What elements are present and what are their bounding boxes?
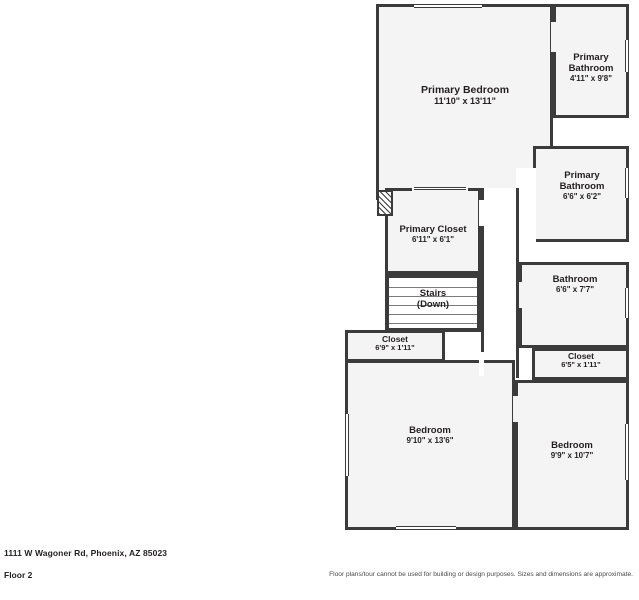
doorway-primary-bath-upper <box>551 22 556 52</box>
label-bedroom-1: Bedroom 9'10" x 13'6" <box>406 425 454 446</box>
floor-label: Floor 2 <box>4 570 33 580</box>
doorway-hall-a <box>479 200 484 226</box>
stair-tread <box>389 323 477 324</box>
window-primary-bathroom-middle-east <box>625 168 629 198</box>
stairs-block <box>387 276 479 330</box>
window-bedroom-1-west <box>345 414 349 476</box>
stair-tread <box>389 287 477 288</box>
hatched-chase <box>377 190 393 216</box>
window-primary-bathroom-upper-east <box>625 40 629 72</box>
room-closet-left <box>345 330 445 362</box>
hall-connector-upper <box>516 168 536 244</box>
disclaimer-text: Floor plans/tour cannot be used for building or design purposes. Sizes and dimensions are approximate. <box>329 571 633 578</box>
window-bedroom-1-south <box>396 526 456 530</box>
room-bedroom-1 <box>345 360 515 530</box>
doorway-hall-b <box>479 352 484 376</box>
label-closet-right: Closet 6'5" x 1'11" <box>561 351 601 370</box>
window-bathroom-east <box>625 288 629 318</box>
closet-opening-line <box>414 187 466 190</box>
label-primary-bathroom-middle: Primary Bathroom 6'6" x 6'2" <box>559 170 605 202</box>
label-primary-bathroom-upper: Primary Bathroom 4'11" x 9'8" <box>568 52 614 84</box>
footer <box>0 545 639 600</box>
window-bedroom-2-east <box>625 424 629 480</box>
room-bedroom-2 <box>515 380 629 530</box>
label-bathroom: Bathroom 6'6" x 7'7" <box>552 274 598 295</box>
room-bathroom <box>519 262 629 348</box>
room-primary-closet <box>385 188 481 274</box>
window-primary-bedroom-north <box>414 4 482 8</box>
label-primary-closet: Primary Closet 6'11" x 6'1" <box>399 224 467 245</box>
label-primary-bedroom: Primary Bedroom 11'10" x 13'11" <box>420 84 510 107</box>
label-bedroom-2: Bedroom 9'9" x 10'7" <box>550 440 594 461</box>
stair-tread <box>389 305 477 306</box>
stair-tread <box>389 314 477 315</box>
room-primary-bathroom-upper <box>553 4 629 118</box>
doorway-bedroom-2 <box>513 396 518 422</box>
room-closet-right <box>532 348 629 380</box>
room-primary-bathroom-middle <box>533 146 629 242</box>
label-stairs: Stairs (Down) <box>416 288 450 311</box>
stair-tread <box>389 296 477 297</box>
label-closet-left: Closet 6'9" x 1'11" <box>375 334 415 353</box>
hallway <box>481 188 519 378</box>
property-address: 1111 W Wagoner Rd, Phoenix, AZ 85023 <box>4 548 168 558</box>
